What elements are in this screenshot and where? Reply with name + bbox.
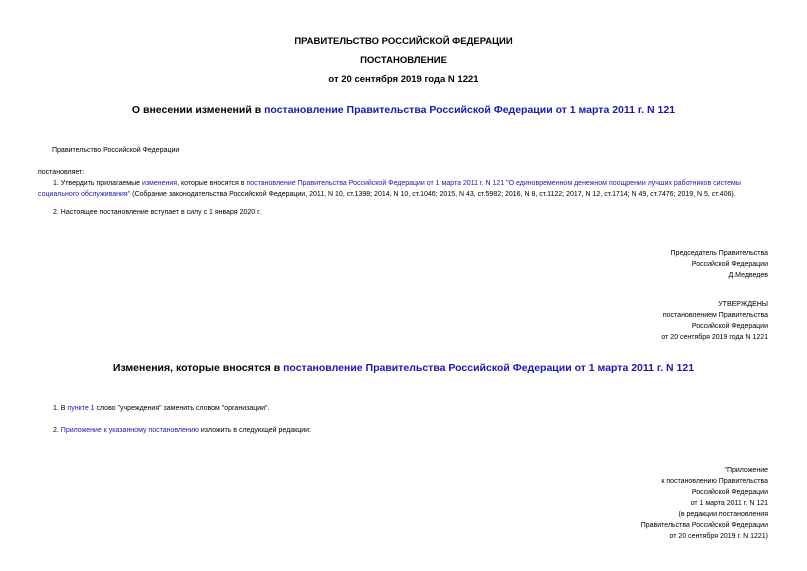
- item-2: 2. Настоящее постановление вступает в силу с 1 января 2020 г.: [53, 209, 261, 216]
- government-heading: ПРАВИТЕЛЬСТВО РОССИЙСКОЙ ФЕДЕРАЦИИ: [294, 36, 513, 47]
- changes-link[interactable]: изменения: [141, 180, 178, 187]
- approved-block: [468, 299, 768, 343]
- decree-121-link-cont[interactable]: социального обслуживания": [38, 191, 131, 198]
- title-link[interactable]: постановление Правительства Российской Федерации от 1 марта 2011 г. N 121: [264, 104, 676, 116]
- changes-title-link[interactable]: постановление Правительства Российской Федерации от 1 марта 2011 г. N 121: [283, 362, 695, 374]
- signature-line-3: Д.Медведев: [728, 272, 768, 279]
- document-date-number: от 20 сентября 2019 года N 1221: [328, 74, 479, 85]
- paragraph-1-link[interactable]: пункте 1: [67, 405, 95, 412]
- approved-line-2: постановлением Правительства: [662, 312, 768, 319]
- item-1-text-c: (Собрание законодательства Российской Федерации, 2011, N 10, ст.1398; 2014, N 10, ст.1046; 2015, N 43, ст.5982; 2016, N 8, ст.1122; 2017, N 12, ст.1714; N 49, ст.7476; 2019, N 5, ст.406).: [130, 191, 736, 198]
- appendix-line-5: (в редакции постановления: [678, 511, 768, 518]
- issuer: Правительство Российской Федерации: [52, 147, 180, 154]
- change-2-number: 2.: [53, 427, 61, 434]
- signature-line-2: Российской Федерации: [691, 261, 768, 268]
- document-type: ПОСТАНОВЛЕНИЕ: [360, 55, 447, 66]
- approved-line-4: от 20 сентября 2019 года N 1221: [661, 334, 768, 341]
- appendix-line-4: от 1 марта 2011 г. N 121: [690, 500, 768, 507]
- signature-line-1: Председатель Правительства: [670, 250, 768, 257]
- change-1-text-b: слово "учреждения" заменить словом "организации".: [94, 405, 270, 412]
- change-2-text-b: изложить в следующей редакции:: [198, 427, 311, 434]
- approved-line-1: УТВЕРЖДЕНЫ: [718, 301, 768, 308]
- title-prefix: О внесении изменений в: [131, 104, 265, 116]
- changes-title: [0, 362, 807, 374]
- decree-121-link[interactable]: постановление Правительства Российской Федерации от 1 марта 2011 г. N 121 "О единовременном денежном поощрении лучших работников системы: [246, 180, 741, 187]
- appendix-line-1: "Приложение: [724, 467, 768, 474]
- appendix-line-6: Правительства Российской Федерации: [640, 522, 768, 529]
- change-1-text-a: 1. В: [53, 405, 68, 412]
- decides: постановляет:: [38, 169, 85, 176]
- item-1-text-b: , которые вносятся в: [177, 180, 247, 187]
- document-title: [0, 104, 807, 116]
- appendix-block: [468, 465, 768, 542]
- changes-title-prefix: Изменения, которые вносятся в: [112, 362, 284, 374]
- item-1: [38, 178, 768, 200]
- appendix-line-3: Российской Федерации: [691, 489, 768, 496]
- change-2: [53, 425, 311, 436]
- approved-line-3: Российской Федерации: [691, 323, 768, 330]
- appendix-line-2: к постановлению Правительства: [661, 478, 768, 485]
- appendix-link[interactable]: Приложение к указанному постановлению: [60, 427, 199, 434]
- signature-block: [468, 248, 768, 281]
- appendix-line-7: от 20 сентября 2019 г. N 1221): [669, 533, 768, 540]
- item-1-text-a: 1. Утвердить прилагаемые: [53, 180, 142, 187]
- change-1: [53, 403, 269, 414]
